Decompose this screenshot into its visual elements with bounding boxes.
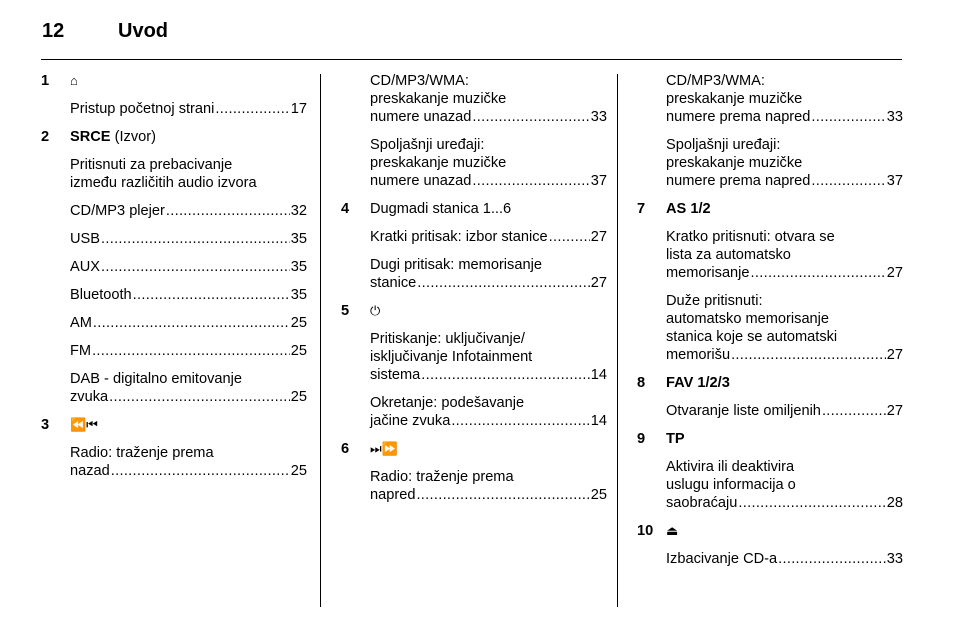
index-entry: Pritiskanje: uključivanje/ isključivanje Infotainment sistema ..... 14 [370, 330, 607, 384]
column-3 [637, 72, 903, 568]
index-entry: Spoljašnji uređaji: preskakanje muzičke numere prema napred ..... 37 [637, 136, 903, 190]
index-entry: CD/MP3/WMA: preskakanje muzičke numere unazad ..... 33 [341, 72, 607, 126]
item-number: 1 [41, 73, 50, 89]
column-2 [341, 72, 607, 504]
eject-icon: ⏏ [666, 523, 679, 538]
item-description: Pritisnuti za prebacivanje između različitih audio izvora [70, 157, 257, 191]
column-divider [320, 74, 321, 607]
index-entry: Radio: traženje prema nazad ..... 25 [70, 444, 307, 480]
item-7 [637, 200, 903, 364]
column-divider [617, 74, 618, 607]
page-header [42, 20, 168, 43]
item-10 [637, 522, 903, 568]
index-entry: CD/MP3 plejer ..... 32 [70, 202, 307, 220]
index-entry: Okretanje: podešavanje jačine zvuka ..... 14 [370, 394, 607, 430]
item-9 [637, 430, 903, 512]
index-entry: Otvaranje liste omiljenih ..... 27 [666, 402, 903, 420]
item-number: 7 [637, 201, 646, 217]
index-entry: Spoljašnji uređaji: preskakanje muzičke numere unazad ..... 37 [341, 136, 607, 190]
index-entry: FM ..... 25 [70, 342, 307, 360]
index-entry: Aktivira ili deaktivira uslugu informacija o saobraćaju ..... 28 [666, 458, 903, 512]
item-title: AS 1/2 [666, 201, 711, 217]
item-8 [637, 374, 903, 420]
item-number: 9 [637, 431, 646, 447]
item-number: 6 [341, 441, 350, 457]
index-entry: AUX ..... 35 [70, 258, 307, 276]
power-icon: ⏻ [370, 303, 381, 318]
item-number: 5 [341, 303, 350, 319]
index-entry: Dugi pritisak: memorisanje stanice ..... 27 [370, 256, 607, 292]
index-entry: AM ..... 25 [70, 314, 307, 332]
item-2: 2 SRCE (Izvor) Pritisnuti za prebacivanje između različitih audio izvora CD/MP3 plejer ..... 32 USB ..... 35 AUX ..... 35 Bluetooth ..... 35 AM ..... 25 FM ..... 25 DAB - digitalno emitovanje zvuka ..... 25 [41, 128, 307, 406]
item-number: 8 [637, 375, 646, 391]
column-1 [41, 72, 307, 480]
item-6 [341, 440, 607, 504]
item-number: 3 [41, 417, 50, 433]
item-title: TP [666, 431, 685, 447]
page-number: 12 [42, 20, 65, 42]
index-entry: Bluetooth ..... 35 [70, 286, 307, 304]
index-entry: Radio: traženje prema napred ..... 25 [370, 468, 607, 504]
page-title: Uvod [118, 20, 168, 42]
item-number: 10 [637, 523, 654, 539]
index-entry: USB ..... 35 [70, 230, 307, 248]
index-entry: DAB - digitalno emitovanje zvuka ..... 25 [70, 370, 307, 406]
home-icon: ⌂ [70, 73, 78, 88]
item-title: FAV 1/2/3 [666, 375, 730, 391]
rewind-prev-icon: ⏪⏮ [70, 417, 98, 432]
header-rule [41, 59, 902, 60]
item-5 [341, 302, 607, 430]
index-entry: CD/MP3/WMA: preskakanje muzičke numere prema napred ..... 33 [637, 72, 903, 126]
item-1 [41, 72, 307, 118]
item-title: SRCE [70, 129, 111, 145]
item-number: 4 [341, 201, 350, 217]
index-entry: Kratki pritisak: izbor stanice ..... 27 [370, 228, 607, 246]
index-entry: Duže pritisnuti: automatsko memorisanje stanica koje se automatski memorišu ..... 27 [666, 292, 903, 364]
index-entry: Pristup početnoj strani ..... 17 [70, 100, 307, 118]
index-entry: Izbacivanje CD-a ..... 33 [666, 550, 903, 568]
next-forward-icon: ⏭⏩ [370, 441, 398, 456]
item-3 [41, 416, 307, 480]
item-4 [341, 200, 607, 292]
index-entry: Kratko pritisnuti: otvara se lista za automatsko memorisanje ..... 27 [666, 228, 903, 282]
item-title: Dugmadi stanica 1...6 [370, 201, 512, 217]
item-number: 2 [41, 129, 50, 145]
